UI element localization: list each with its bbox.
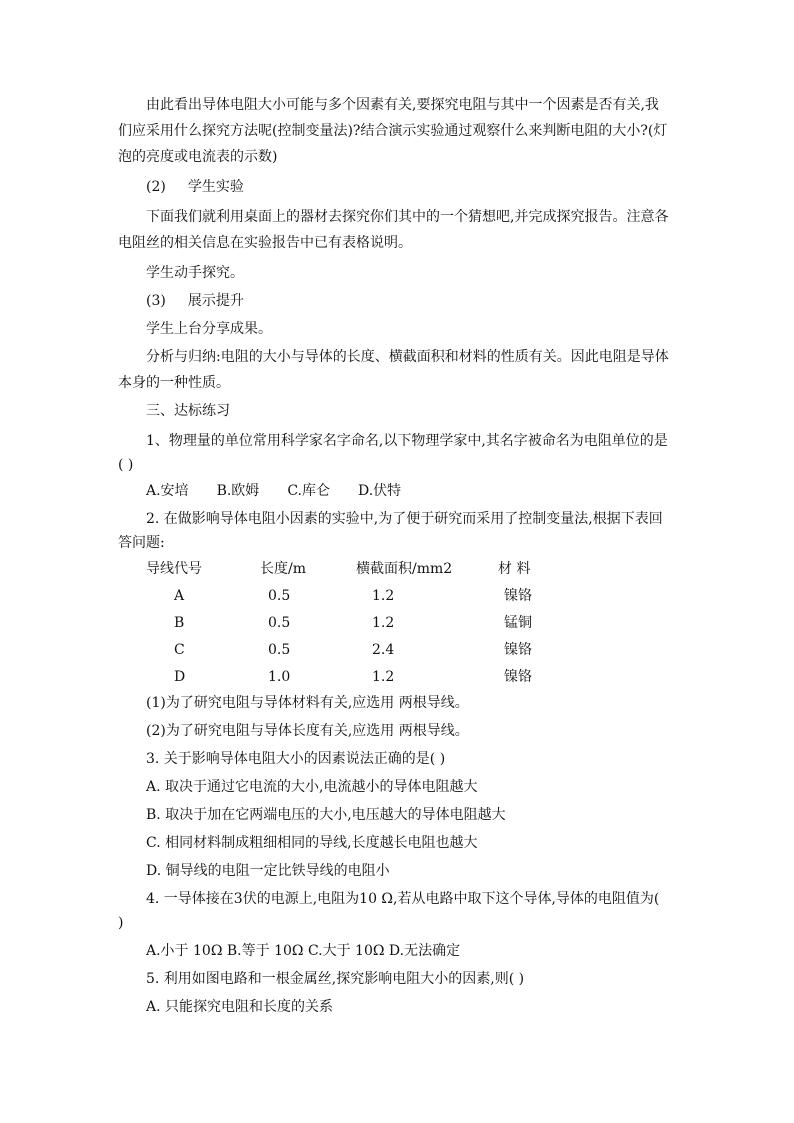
question-1-options (146, 478, 706, 504)
table-cell: B (174, 615, 185, 631)
table-row (146, 637, 566, 664)
subheading-text: 学生实验 (187, 179, 244, 195)
table-cell: 锰铜 (504, 615, 532, 631)
table-cell: D (174, 669, 186, 685)
table-cell: C (174, 642, 185, 658)
question-3-option-c: C. 相同材料制成粗细相同的导线,长度越长电阻也越大 (146, 835, 478, 851)
subheading-number: (2) (146, 179, 166, 195)
question-2-sub-1: (1)为了研究电阻与导体材料有关,应选用 两根导线。 (146, 695, 469, 711)
paragraph-line: 学生动手探究。 (146, 265, 244, 281)
paragraph-line: 本身的一种性质。 (118, 375, 230, 391)
question-3-option-b: B. 取决于加在它两端电压的大小,电压越大的导体电阻越大 (146, 807, 506, 823)
table-cell: 0.5 (268, 588, 291, 604)
subheading-text: 展示提升 (187, 293, 244, 309)
table-cell: 镍铬 (504, 588, 532, 604)
question-2-sub-2: (2)为了研究电阻与导体长度有关,应选用 两根导线。 (146, 723, 469, 739)
table-cell: 1.2 (372, 615, 395, 631)
question-2-stem-cont: 答问题: (118, 535, 165, 551)
paragraph-line: 分析与归纳:电阻的大小与导体的长度、横截面积和材料的性质有关。因此电阻是导体 (146, 349, 669, 365)
table-cell: 1.2 (372, 669, 395, 685)
question-2-stem: 2. 在做影响导体电阻小因素的实验中,为了便于研究而采用了控制变量法,根据下表回 (146, 511, 663, 527)
question-4-stem: 4. 一导体接在3伏的电源上,电阻为10 Ω,若从电路中取下这个导体,导体的电阻值为( (146, 891, 660, 907)
option-d: D.伏特 (357, 483, 402, 499)
option-c: C.库仑 (287, 483, 330, 499)
table-row (146, 664, 566, 691)
table-header: 导线代号 (146, 561, 202, 577)
table-header: 材 料 (498, 561, 531, 577)
table-cell: 0.5 (268, 642, 291, 658)
paragraph-line: 电阻丝的相关信息在实验报告中已有表格说明。 (118, 235, 412, 251)
question-3-stem: 3. 关于影响导体电阻大小的因素说法正确的是( ) (146, 751, 446, 767)
question-1-stem: 1、物理量的单位常用科学家名字命名,以下物理学家中,其名字被命名为电阻单位的是 (146, 433, 668, 449)
table-cell: 0.5 (268, 615, 291, 631)
table-header-row (146, 556, 566, 583)
table-cell: 2.4 (372, 642, 395, 658)
paragraph-line: 由此看出导体电阻大小可能与多个因素有关,要探究电阻与其中一个因素是否有关,我 (146, 97, 659, 113)
section-heading: 三、达标练习 (146, 403, 230, 419)
table-header: 长度/m (260, 561, 306, 577)
subheading-number: (3) (146, 293, 166, 309)
wire-table (146, 556, 566, 691)
paragraph-line: 下面我们就利用桌面上的器材去探究你们其中的一个猜想吧,并完成探究报告。注意各 (146, 209, 669, 225)
table-cell: 镍铬 (504, 669, 532, 685)
table-row (146, 583, 566, 610)
question-3-option-d: D. 铜导线的电阻一定比铁导线的电阻小 (146, 863, 390, 879)
subheading-showcase (146, 288, 706, 314)
question-4-stem-cont: ) (118, 915, 124, 931)
table-cell: A (174, 588, 185, 604)
table-cell: 镍铬 (504, 642, 532, 658)
question-3-option-a: A. 取决于通过它电流的大小,电流越小的导体电阻越大 (146, 779, 478, 795)
paragraph-line: 们应采用什么探究方法呢(控制变量法)?结合演示实验通过观察什么来判断电阻的大小?(灯 (118, 123, 668, 139)
paragraph-line: 泡的亮度或电流表的示数) (118, 149, 278, 165)
paragraph-line: 学生上台分享成果。 (146, 321, 272, 337)
subheading-student-experiment (146, 174, 706, 200)
option-b: B.欧姆 (216, 483, 260, 499)
table-row (146, 610, 566, 637)
question-5-option-a: A. 只能探究电阻和长度的关系 (146, 999, 334, 1015)
question-4-options: A.小于 10Ω B.等于 10Ω C.大于 10Ω D.无法确定 (146, 943, 461, 959)
table-cell: 1.2 (372, 588, 395, 604)
question-1-blank: ( ) (118, 457, 134, 473)
table-cell: 1.0 (268, 669, 291, 685)
table-header: 横截面积/mm2 (356, 561, 453, 577)
question-5-stem: 5. 利用如图电路和一根金属丝,探究影响电阻大小的因素,则( ) (146, 971, 525, 987)
option-a: A.安培 (146, 483, 189, 499)
